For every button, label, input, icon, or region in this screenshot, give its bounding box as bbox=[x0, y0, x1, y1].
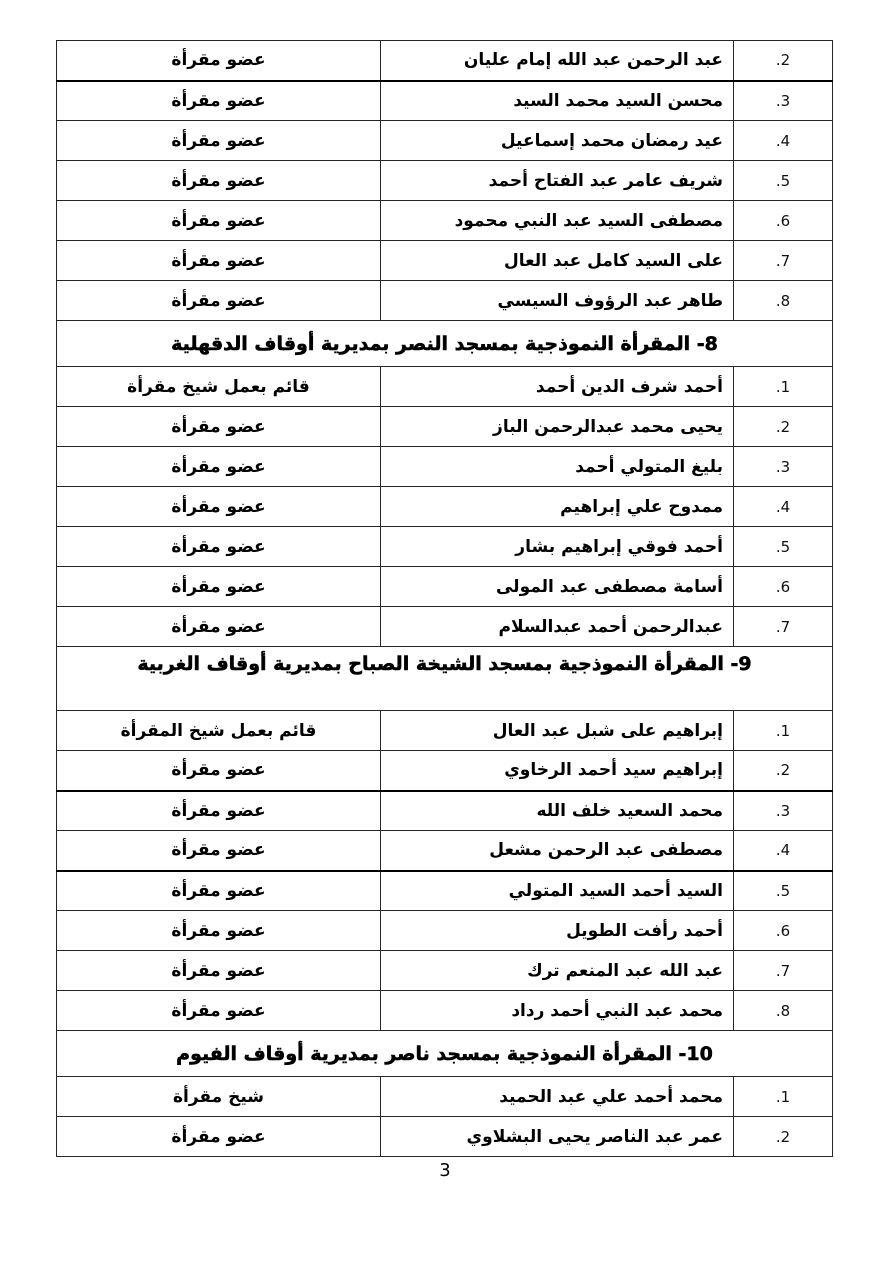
table-row bbox=[57, 711, 833, 751]
role-cell: عضو مقرأة bbox=[57, 407, 381, 447]
section-header: 10- المقرأة النموذجية بمسجد ناصر بمديرية أوقاف الفيوم bbox=[57, 1031, 833, 1077]
serial-cell: 5. bbox=[734, 527, 833, 567]
role-cell: عضو مقرأة bbox=[57, 41, 381, 81]
role-cell: عضو مقرأة bbox=[57, 991, 381, 1031]
name-cell: يحيى محمد عبدالرحمن الباز bbox=[381, 407, 734, 447]
name-cell: السيد أحمد السيد المتولي bbox=[381, 871, 734, 911]
serial-cell: 4. bbox=[734, 831, 833, 871]
serial-cell: 3. bbox=[734, 791, 833, 831]
name-cell: عبدالرحمن أحمد عبدالسلام bbox=[381, 607, 734, 647]
serial-cell: 6. bbox=[734, 201, 833, 241]
serial-cell: 7. bbox=[734, 951, 833, 991]
serial-cell: 2. bbox=[734, 407, 833, 447]
table-row bbox=[57, 831, 833, 871]
name-cell: إبراهيم على شبل عبد العال bbox=[381, 711, 734, 751]
role-cell: عضو مقرأة bbox=[57, 201, 381, 241]
serial-cell: 7. bbox=[734, 607, 833, 647]
section-header-row bbox=[57, 1031, 833, 1077]
table-row bbox=[57, 751, 833, 791]
serial-cell: 8. bbox=[734, 991, 833, 1031]
section-header-row bbox=[57, 647, 833, 711]
name-cell: شريف عامر عبد الفتاح أحمد bbox=[381, 161, 734, 201]
table-row bbox=[57, 911, 833, 951]
name-cell: على السيد كامل عبد العال bbox=[381, 241, 734, 281]
table-row bbox=[57, 1117, 833, 1157]
table-row bbox=[57, 241, 833, 281]
role-cell: عضو مقرأة bbox=[57, 281, 381, 321]
name-cell: عيد رمضان محمد إسماعيل bbox=[381, 121, 734, 161]
serial-cell: 2. bbox=[734, 1117, 833, 1157]
serial-cell: 7. bbox=[734, 241, 833, 281]
table-row bbox=[57, 161, 833, 201]
name-cell: بليغ المتولي أحمد bbox=[381, 447, 734, 487]
page-number: 3 bbox=[439, 1160, 451, 1181]
serial-cell: 3. bbox=[734, 447, 833, 487]
table-row bbox=[57, 487, 833, 527]
role-cell: عضو مقرأة bbox=[57, 751, 381, 791]
role-cell: عضو مقرأة bbox=[57, 831, 381, 871]
name-cell: مصطفى عبد الرحمن مشعل bbox=[381, 831, 734, 871]
table-row bbox=[57, 447, 833, 487]
serial-cell: 3. bbox=[734, 81, 833, 121]
role-cell: عضو مقرأة bbox=[57, 607, 381, 647]
table-row bbox=[57, 407, 833, 447]
role-cell: عضو مقرأة bbox=[57, 951, 381, 991]
name-cell: عبد الرحمن عبد الله إمام عليان bbox=[381, 41, 734, 81]
serial-cell: 1. bbox=[734, 711, 833, 751]
role-cell: قائم بعمل شيخ مقرأة bbox=[57, 367, 381, 407]
role-cell: عضو مقرأة bbox=[57, 161, 381, 201]
role-cell: عضو مقرأة bbox=[57, 487, 381, 527]
table-row bbox=[57, 1077, 833, 1117]
serial-cell: 2. bbox=[734, 751, 833, 791]
role-cell: عضو مقرأة bbox=[57, 1117, 381, 1157]
role-cell: قائم بعمل شيخ المقرأة bbox=[57, 711, 381, 751]
role-cell: عضو مقرأة bbox=[57, 527, 381, 567]
role-cell: عضو مقرأة bbox=[57, 121, 381, 161]
role-cell: عضو مقرأة bbox=[57, 911, 381, 951]
name-cell: أسامة مصطفى عبد المولى bbox=[381, 567, 734, 607]
serial-cell: 5. bbox=[734, 161, 833, 201]
name-cell: عمر عبد الناصر يحيى البشلاوي bbox=[381, 1117, 734, 1157]
serial-cell: 6. bbox=[734, 567, 833, 607]
serial-cell: 1. bbox=[734, 1077, 833, 1117]
members-table bbox=[56, 40, 833, 1157]
table-row bbox=[57, 281, 833, 321]
name-cell: محمد أحمد علي عبد الحميد bbox=[381, 1077, 734, 1117]
name-cell: مصطفى السيد عبد النبي محمود bbox=[381, 201, 734, 241]
serial-cell: 4. bbox=[734, 121, 833, 161]
name-cell: أحمد فوقي إبراهيم بشار bbox=[381, 527, 734, 567]
table-row bbox=[57, 41, 833, 81]
serial-cell: 4. bbox=[734, 487, 833, 527]
name-cell: أحمد شرف الدين أحمد bbox=[381, 367, 734, 407]
table-row bbox=[57, 951, 833, 991]
name-cell: عبد الله عبد المنعم ترك bbox=[381, 951, 734, 991]
members-table-body bbox=[57, 41, 833, 1157]
role-cell: عضو مقرأة bbox=[57, 791, 381, 831]
name-cell: محمد السعيد خلف الله bbox=[381, 791, 734, 831]
table-row bbox=[57, 567, 833, 607]
role-cell: عضو مقرأة bbox=[57, 447, 381, 487]
role-cell: عضو مقرأة bbox=[57, 871, 381, 911]
section-header: 8- المقرأة النموذجية بمسجد النصر بمديرية أوقاف الدقهلية bbox=[57, 321, 833, 367]
serial-cell: 6. bbox=[734, 911, 833, 951]
name-cell: ممدوح علي إبراهيم bbox=[381, 487, 734, 527]
serial-cell: 8. bbox=[734, 281, 833, 321]
table-row bbox=[57, 201, 833, 241]
table-row bbox=[57, 871, 833, 911]
role-cell: عضو مقرأة bbox=[57, 567, 381, 607]
section-header: 9- المقرأة النموذجية بمسجد الشيخة الصباح بمديرية أوقاف الغربية bbox=[57, 647, 833, 711]
role-cell: عضو مقرأة bbox=[57, 81, 381, 121]
name-cell: محمد عبد النبي أحمد رداد bbox=[381, 991, 734, 1031]
table-row bbox=[57, 791, 833, 831]
table-row bbox=[57, 607, 833, 647]
name-cell: إبراهيم سيد أحمد الرخاوي bbox=[381, 751, 734, 791]
role-cell: عضو مقرأة bbox=[57, 241, 381, 281]
name-cell: طاهر عبد الرؤوف السيسي bbox=[381, 281, 734, 321]
name-cell: أحمد رأفت الطويل bbox=[381, 911, 734, 951]
name-cell: محسن السيد محمد السيد bbox=[381, 81, 734, 121]
table-row bbox=[57, 81, 833, 121]
serial-cell: 5. bbox=[734, 871, 833, 911]
serial-cell: 1. bbox=[734, 367, 833, 407]
table-row bbox=[57, 367, 833, 407]
serial-cell: 2. bbox=[734, 41, 833, 81]
table-row bbox=[57, 991, 833, 1031]
section-header-row bbox=[57, 321, 833, 367]
role-cell: شيخ مقرأة bbox=[57, 1077, 381, 1117]
table-row bbox=[57, 121, 833, 161]
table-row bbox=[57, 527, 833, 567]
